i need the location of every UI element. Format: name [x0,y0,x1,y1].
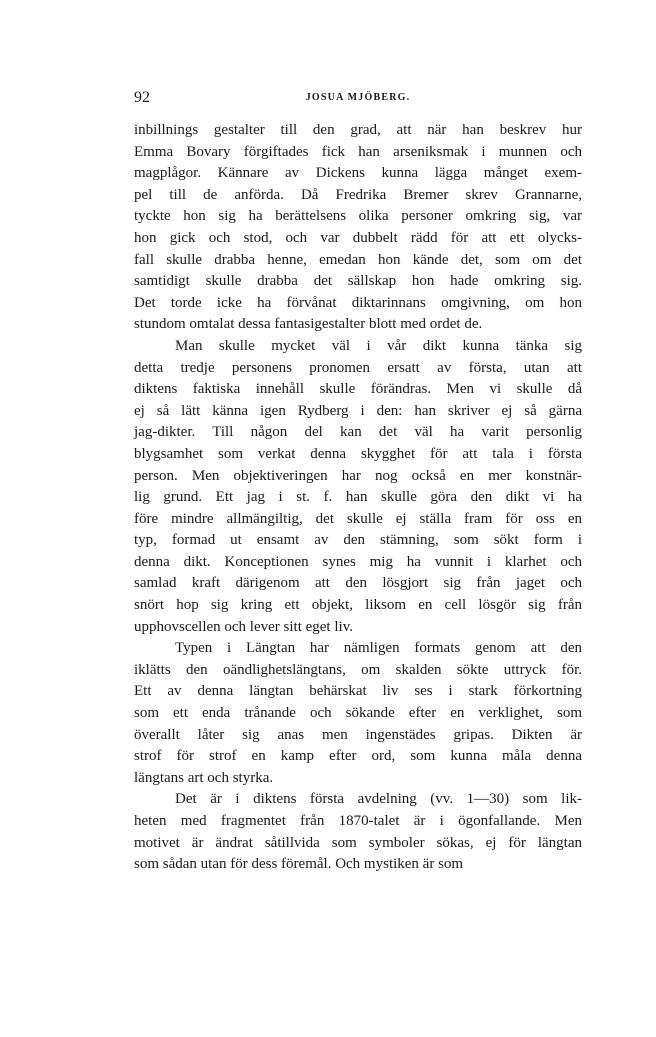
page-number: 92 [134,89,150,106]
text-line: inbillnings gestalter till den grad, att när han beskrev hur [134,122,582,138]
paragraph [134,789,582,875]
paragraph [134,336,582,638]
text-line: upphovscellen och lever sitt eget liv. [134,618,353,635]
running-title: JOSUA MJÖBERG. [305,92,411,103]
text-line: som sådan utan för dess föremål. Och mystiken är som [134,856,464,873]
text-line: som ett enda trånande och sökande efter en verklighet, som [134,705,582,722]
text-line: stundom omtalat dessa fantasigestalter blott med ordet de. [134,316,483,333]
text-line: pel till de anförda. Då Fredrika Bremer skrev Grannarne, [134,186,582,203]
paragraph [134,638,582,789]
text-line: Emma Bovary förgiftades fick han arseniksmak i munnen och [134,143,582,160]
text-line: lig grund. Ett jag i st. f. han skulle göra den dikt vi ha [134,489,582,506]
text-line: snört hop sig kring ett objekt, liksom en cell lösgör sig från [134,597,582,614]
text-line: tyckte hon sig ha berättelsens olika personer omkring sig, var [134,208,582,225]
text-line: motivet är ändrat såtillvida som symboler sökas, ej för längtan [134,834,582,851]
paragraph [134,120,582,336]
text-line: typ, formad ut ensamt av den stämning, som sökt form i [134,532,582,549]
text-line: hon gick och stod, och var dubbelt rädd för att ett olycks- [134,229,582,246]
text-line: längtans art och styrka. [134,769,274,786]
text-line: före mindre allmängiltig, det skulle ej ställa fram för oss en [134,510,582,527]
text-line: blygsamhet som verkat denna skygghet för att tala i första [134,445,582,462]
body-text [134,120,582,876]
text-line: heten med fragmentet från 1870-talet är i ögonfallande. Men [134,813,582,829]
running-head [134,88,582,110]
text-line: överallt låter sig anas men ingenstädes gripas. Dikten är [134,726,582,743]
text-line: person. Men objektiveringen har nog också en mer konstnär- [134,467,582,484]
text-line: jag-dikter. Till någon del kan det väl ha varit personlig [134,424,582,441]
text-line: samtidigt skulle drabba det sällskap hon hade omkring sig. [134,273,582,290]
text-line: diktens faktiska innehåll skulle förändras. Men vi skulle då [134,381,582,398]
text-line: Typen i Längtan har nämligen formats genom att den [175,640,582,657]
text-line: denna dikt. Konceptionen synes mig ha vunnit i klarhet och [134,553,582,570]
text-line: detta tredje personens pronomen ersatt av första, utan att [134,359,582,376]
text-line: Ett av denna längtan behärskat liv ses i stark förkortning [134,683,582,700]
text-line: Det torde icke ha förvånat diktarinnans omgivning, om hon [134,294,582,311]
text-line: fall skulle drabba henne, emedan hon kände det, som om det [134,251,582,268]
text-line: iklätts den oändlighetslängtans, om skalden sökte uttryck för. [134,661,582,678]
text-line: ej så lätt känna igen Rydberg i den: han skriver ej så gärna [134,402,582,419]
book-page [134,88,582,876]
text-line: Det är i diktens första avdelning (vv. 1—30) som lik- [175,791,582,808]
text-line: strof för strof en kamp efter ord, som kunna måla denna [134,748,582,765]
text-line: samlad kraft därigenom att den lösgjort sig från jaget och [134,575,582,592]
text-line: magplågor. Kännare av Dickens kunna lägga månget exem- [134,165,582,182]
text-line: Man skulle mycket väl i vår dikt kunna tänka sig [175,337,582,354]
